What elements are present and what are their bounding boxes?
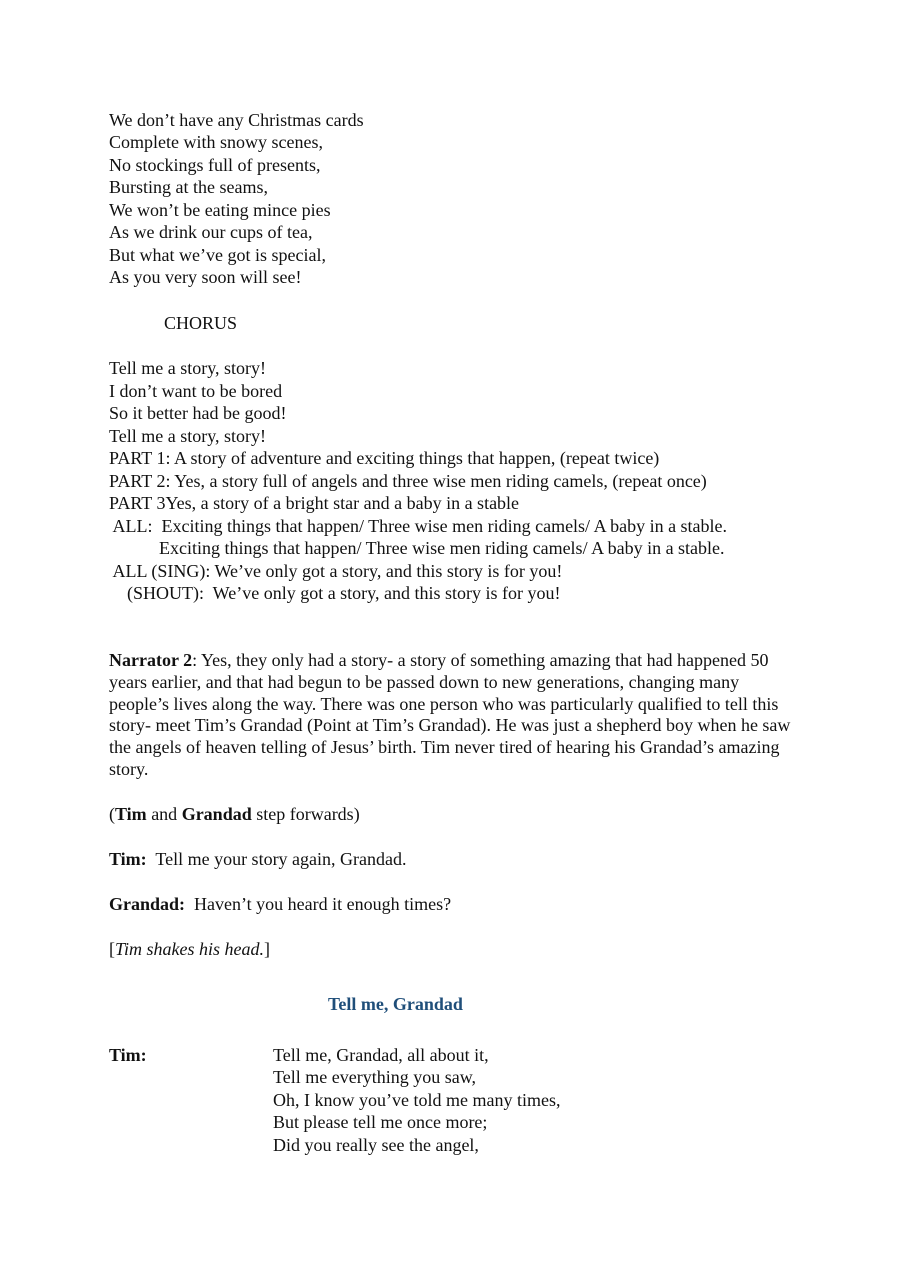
dialogue-text: Haven’t you heard it enough times? <box>185 894 452 914</box>
speaker-tim: Tim: <box>109 849 147 869</box>
verse-line: As we drink our cups of tea, <box>109 222 313 242</box>
dialogue-line-grandad <box>109 893 451 915</box>
verse-line: As you very soon will see! <box>109 267 302 287</box>
song-line: Tell me everything you saw, <box>273 1067 477 1087</box>
character-name-tim: Tim <box>115 804 147 824</box>
chorus-label: CHORUS <box>164 313 238 333</box>
narrator-paragraph <box>109 650 799 781</box>
stage-direction-text: step forwards) <box>251 804 360 824</box>
chorus-line: Tell me a story, story! <box>109 426 267 446</box>
verse-line: We won’t be eating mince pies <box>109 200 331 220</box>
chorus-line: PART 1: A story of adventure and exciting things that happen, (repeat twice) <box>109 448 660 468</box>
chorus-line: I don’t want to be bored <box>109 381 283 401</box>
chorus-line: PART 3Yes, a story of a bright star and a baby in a stable <box>109 493 520 513</box>
chorus-line: ALL (SING): We’ve only got a story, and this story is for you! <box>109 561 563 581</box>
chorus-line: ALL: Exciting things that happen/ Three wise men riding camels/ A baby in a stable. <box>109 516 728 536</box>
stage-direction <box>109 938 270 960</box>
chorus-line: Tell me a story, story! <box>109 358 267 378</box>
character-name-grandad: Grandad <box>181 804 252 824</box>
chorus-line: (SHOUT): We’ve only got a story, and this story is for you! <box>109 583 561 603</box>
narrator-text: : Yes, they only had a story- a story of something amazing that had happened 50 years earlier, and that had begun to be passed down to new generations, changing many people’s lives along the way. There was one person who was particularly qualified to tell this story- meet Tim’s Grandad (Point at Tim’s Grandad). He was just a shepherd boy when he saw the angels of heaven telling of Jesus’ birth. Tim never tired of hearing his Grandad’s amazing story. <box>109 650 791 779</box>
chorus-line: So it better had be good! <box>109 403 287 423</box>
conjunction: and <box>146 804 182 824</box>
verse-line: We don’t have any Christmas cards <box>109 110 364 130</box>
narrator-speaker: Narrator 2 <box>109 650 193 670</box>
stage-direction-text: Tim shakes his head. <box>115 939 265 959</box>
song-line: Did you really see the angel, <box>273 1135 479 1155</box>
song-title: Tell me, Grandad <box>328 994 463 1014</box>
bracket-open: [ <box>109 939 115 959</box>
song-line: Oh, I know you’ve told me many times, <box>273 1090 561 1110</box>
song-line: Tell me, Grandad, all about it, <box>273 1045 489 1065</box>
dialogue-text: Tell me your story again, Grandad. <box>146 849 407 869</box>
stage-direction <box>109 803 360 825</box>
chorus-line: Exciting things that happen/ Three wise men riding camels/ A baby in a stable. <box>159 538 725 558</box>
verse-line: Bursting at the seams, <box>109 177 268 197</box>
speaker-grandad: Grandad: <box>109 894 186 914</box>
verse-line: No stockings full of presents, <box>109 155 321 175</box>
dialogue-line-tim <box>109 848 407 870</box>
song-speaker-tim: Tim: <box>109 1045 147 1065</box>
song-line: But please tell me once more; <box>273 1112 488 1132</box>
paren-open: ( <box>109 804 115 824</box>
bracket-close: ] <box>264 939 271 959</box>
verse-line: Complete with snowy scenes, <box>109 132 323 152</box>
verse-line: But what we’ve got is special, <box>109 245 326 265</box>
chorus-line: PART 2: Yes, a story full of angels and three wise men riding camels, (repeat once) <box>109 471 707 491</box>
